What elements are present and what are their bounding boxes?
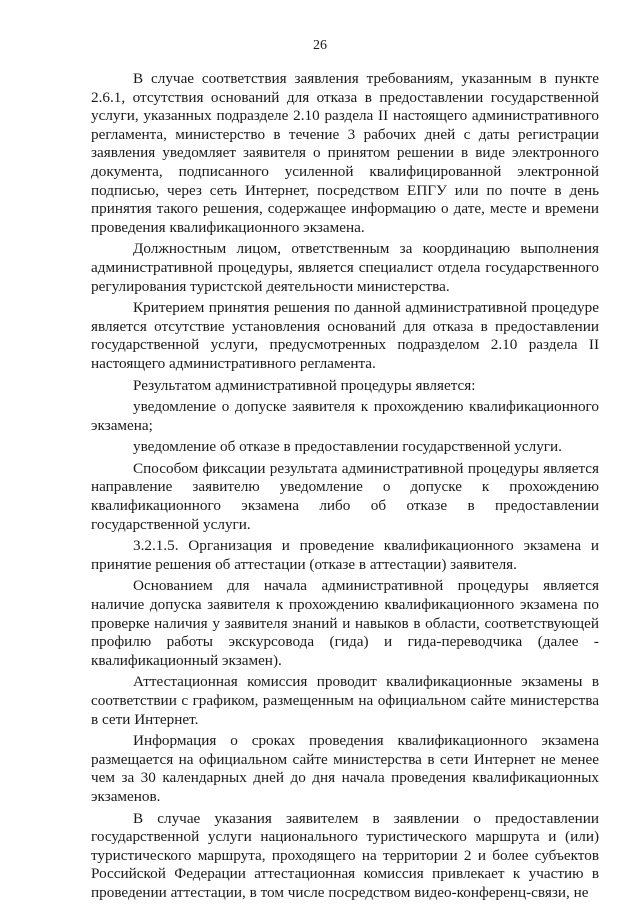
paragraph-result-fixation: Способом фиксации результата административной процедуры является направление заявителю уведомление о допуске к прохождению квалификационного экзамена либо об отказе в предоставлении государственной услуги. xyxy=(91,459,599,533)
paragraph-notification-of-decision: В случае соответствия заявления требованиям, указанным в пункте 2.6.1, отсутствия оснований для отказа в предоставлении государственной услуги, указанных подразделе 2.10 раздела II настоящего административного регламента, министерство в течение 3 рабочих дней с даты регистрации заявления уведомляет заявителя о принятом решении в виде электронного документа, подписанного усиленной квалифицированной электронной подписью, через сеть Интернет, посредством ЕПГУ или по почте в день принятия такого решения, содержащее информацию о дате, месте и времени проведения квалификационного экзамена. xyxy=(91,70,599,236)
paragraph-result-refusal: уведомление об отказе в предоставлении государственной услуги. xyxy=(133,438,562,456)
page-number: 26 xyxy=(313,38,327,53)
paragraph-commission-involvement: В случае указания заявителем в заявлении о предоставлении государственной услуги национального туристического маршрута и (или) туристического маршрута, проходящего на территории 2 и более субъектов Российской Федерации аттестационная комиссия привлекает к участию в проведении аттестации, в том числе посредством видео-конференц-связи, не xyxy=(91,809,599,901)
paragraph-responsible-official: Должностным лицом, ответственным за координацию выполнения административной процедуры, является специалист отдела государственного регулирования туристской деятельности министерства. xyxy=(91,240,599,295)
paragraph-exam-schedule: Аттестационная комиссия проводит квалификационные экзамены в соответствии с графиком, размещенным на официальном сайте министерства в сети Интернет. xyxy=(91,673,599,728)
paragraph-result-admission: уведомление о допуске заявителя к прохождению квалификационного экзамена; xyxy=(91,398,599,434)
paragraph-section-3-2-1-5: 3.2.1.5. Организация и проведение квалификационного экзамена и принятие решения об аттестации (отказе в аттестации) заявителя. xyxy=(91,537,599,573)
paragraph-exam-information: Информация о сроках проведения квалификационного экзамена размещается на официальном сайте министерства в сети Интернет не менее чем за 30 календарных дней до дня начала проведения квалификационных экзаменов. xyxy=(91,732,599,805)
paragraph-procedure-basis: Основанием для начала административной процедуры является наличие допуска заявителя к прохождению квалификационного экзамена по проверке наличия у заявителя знаний и навыков в области, соответствующей профилю работы экскурсовода (гида) и гида-переводчика (далее - квалификационный экзамен). xyxy=(91,577,599,669)
paragraph-result-intro: Результатом административной процедуры является: xyxy=(133,376,476,394)
paragraph-decision-criterion: Критерием принятия решения по данной административной процедуре является отсутствие установления оснований для отказа в предоставлении государственной услуги, предусмотренных подразделом 2.10 раздела II настоящего административного регламента. xyxy=(91,299,599,372)
document-body xyxy=(91,70,599,903)
